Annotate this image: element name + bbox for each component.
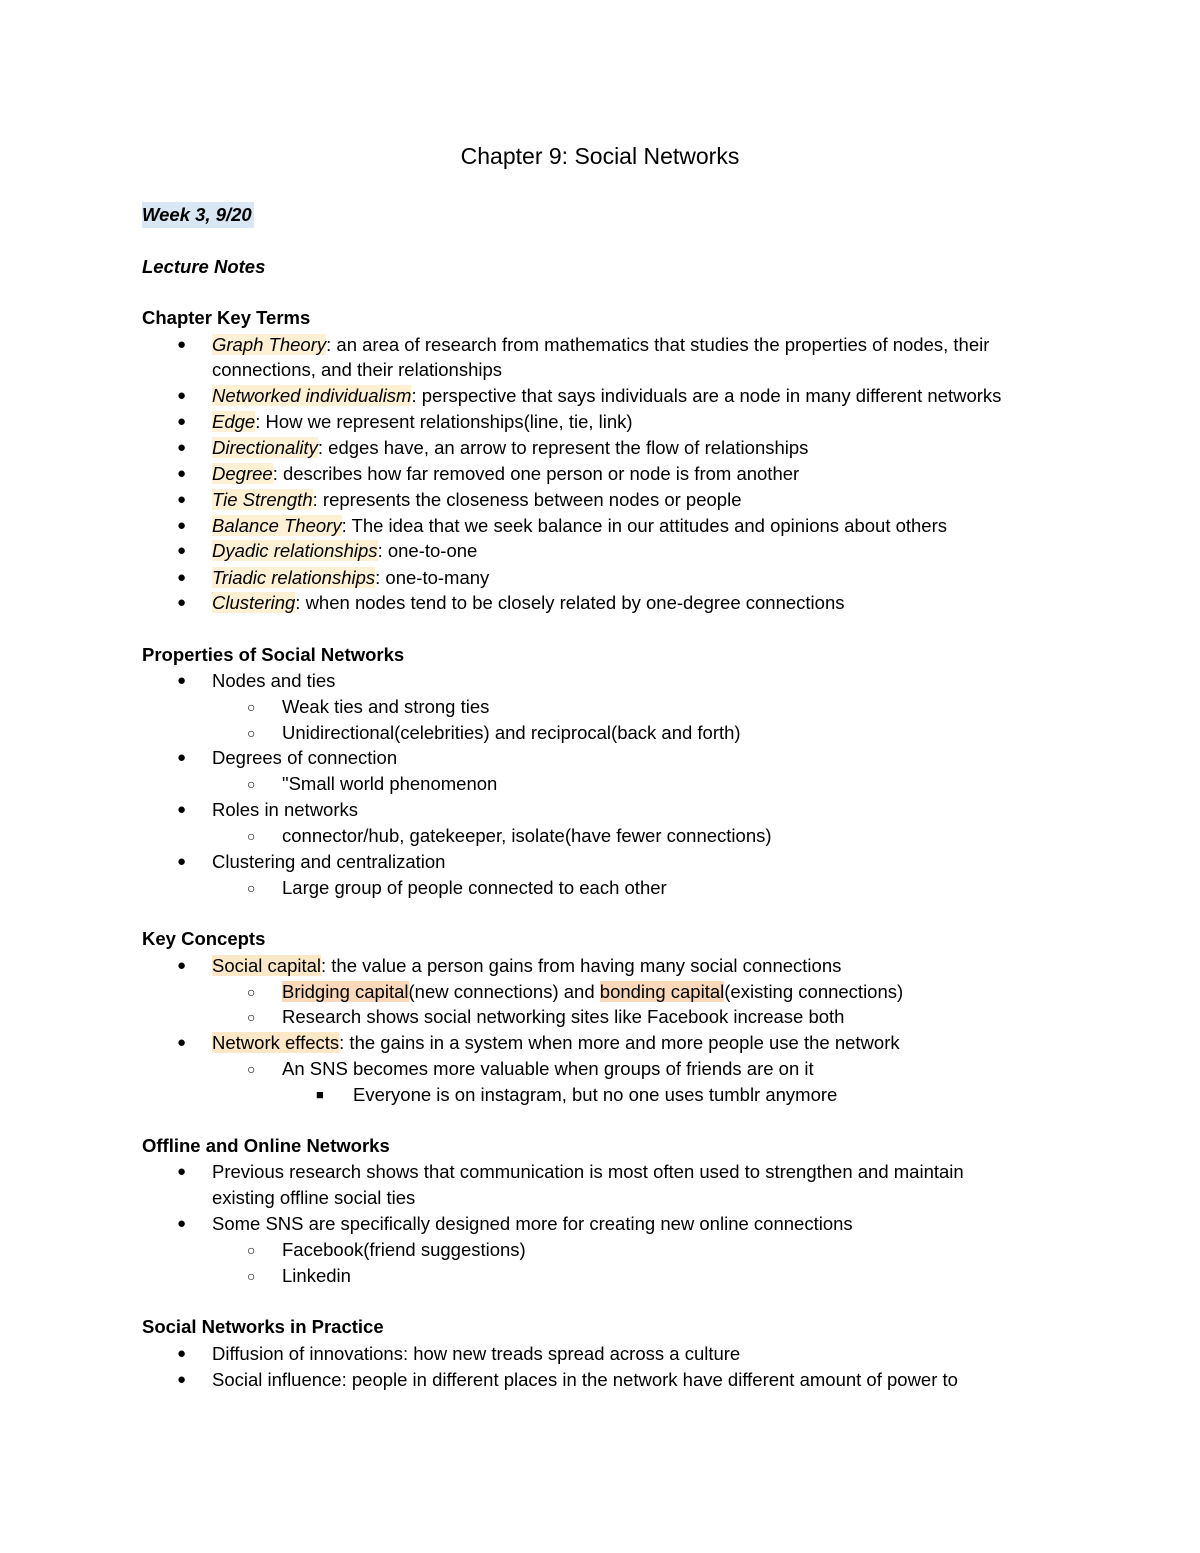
list-item: Linkedin (282, 1265, 351, 1286)
term-highlight: Tie Strength (212, 489, 313, 510)
bullet-disc-icon: ● (177, 1345, 187, 1362)
list-item: Diffusion of innovations: how new treads spread across a culture (212, 1343, 741, 1364)
bullet-disc-icon: ● (177, 957, 187, 974)
list-item: Dyadic relationships: one-to-one (212, 540, 478, 561)
term-highlight: Bridging capital (282, 981, 409, 1002)
document-title: Chapter 9: Social Networks (460, 143, 740, 169)
bullet-disc-icon: ● (177, 1371, 187, 1388)
bullet-disc-icon: ● (177, 749, 187, 766)
bullet-circle-icon: ○ (247, 828, 256, 844)
list-item: Network effects: the gains in a system when more and more people use the network (212, 1032, 900, 1053)
list-item: Some SNS are specifically designed more for creating new online connections (212, 1213, 853, 1234)
list-item: Facebook(friend suggestions) (282, 1239, 526, 1260)
properties-heading: Properties of Social Networks (142, 644, 405, 665)
bullet-circle-icon: ○ (247, 1242, 256, 1258)
term-highlight: Network effects (212, 1032, 340, 1053)
bullet-disc-icon: ● (177, 439, 187, 456)
key-terms-heading: Chapter Key Terms (142, 307, 311, 328)
bullet-disc-icon: ● (177, 1163, 187, 1180)
list-item: Large group of people connected to each other (282, 877, 667, 898)
bullet-disc-icon: ● (177, 569, 187, 586)
list-item: Clustering: when nodes tend to be closely related by one-degree connections (212, 592, 845, 613)
week-label: Week 3, 9/20 (142, 202, 254, 228)
bullet-circle-icon: ○ (247, 699, 256, 715)
list-item: Roles in networks (212, 799, 359, 820)
term-highlight: Degree (212, 463, 273, 484)
list-item: Balance Theory: The idea that we seek balance in our attitudes and opinions about others (212, 515, 948, 536)
bullet-disc-icon: ● (177, 853, 187, 870)
key-concepts-heading: Key Concepts (142, 928, 266, 949)
bullet-circle-icon: ○ (247, 776, 256, 792)
list-item: connector/hub, gatekeeper, isolate(have fewer connections) (282, 825, 772, 846)
list-item: Everyone is on instagram, but no one uses tumblr anymore (353, 1084, 838, 1105)
term-highlight: Social capital (212, 955, 322, 976)
list-item-continuation: existing offline social ties (212, 1187, 416, 1208)
list-item: Tie Strength: represents the closeness between nodes or people (212, 489, 742, 510)
bullet-circle-icon: ○ (247, 984, 256, 1000)
list-item: Triadic relationships: one-to-many (212, 567, 490, 588)
bullet-square-icon: ■ (316, 1087, 324, 1102)
list-item: Edge: How we represent relationships(line, tie, link) (212, 411, 633, 432)
list-item: Clustering and centralization (212, 851, 446, 872)
list-item: Social influence: people in different places in the network have different amount of power to (212, 1369, 958, 1390)
bullet-circle-icon: ○ (247, 880, 256, 896)
bullet-circle-icon: ○ (247, 1061, 256, 1077)
bullet-disc-icon: ● (177, 465, 187, 482)
term-highlight: Edge (212, 411, 256, 432)
list-item: Degree: describes how far removed one person or node is from another (212, 463, 800, 484)
term-highlight: Networked individualism (212, 385, 412, 406)
bullet-disc-icon: ● (177, 801, 187, 818)
offline-online-heading: Offline and Online Networks (142, 1135, 390, 1156)
list-item: Weak ties and strong ties (282, 696, 490, 717)
bullet-disc-icon: ● (177, 672, 187, 689)
list-item: Directionality: edges have, an arrow to represent the flow of relationships (212, 437, 809, 458)
term-highlight: Graph Theory (212, 334, 327, 355)
list-item: Degrees of connection (212, 747, 398, 768)
term-highlight: Dyadic relationships (212, 540, 378, 561)
term-highlight: Clustering (212, 592, 296, 613)
list-item: Social capital: the value a person gains from having many social connections (212, 955, 842, 976)
list-item: Research shows social networking sites like Facebook increase both (282, 1006, 845, 1027)
bullet-disc-icon: ● (177, 594, 187, 611)
term-highlight: Balance Theory (212, 515, 342, 536)
list-item: An SNS becomes more valuable when groups of friends are on it (282, 1058, 814, 1079)
bullet-disc-icon: ● (177, 336, 187, 353)
list-item: Graph Theory: an area of research from mathematics that studies the properties of nodes, their (212, 334, 990, 355)
list-item: Bridging capital(new connections) and bonding capital(existing connections) (282, 981, 904, 1002)
bullet-disc-icon: ● (177, 413, 187, 430)
bullet-disc-icon: ● (177, 387, 187, 404)
bullet-circle-icon: ○ (247, 725, 256, 741)
list-item: Nodes and ties (212, 670, 336, 691)
term-highlight: bonding capital (599, 981, 725, 1002)
list-item: Unidirectional(celebrities) and reciprocal(back and forth) (282, 722, 741, 743)
bullet-disc-icon: ● (177, 1215, 187, 1232)
bullet-disc-icon: ● (177, 517, 187, 534)
bullet-circle-icon: ○ (247, 1009, 256, 1025)
bullet-disc-icon: ● (177, 491, 187, 508)
term-highlight: Triadic relationships (212, 567, 376, 588)
list-item: Previous research shows that communication is most often used to strengthen and maintain (212, 1161, 964, 1182)
practice-heading: Social Networks in Practice (142, 1316, 384, 1337)
list-item: "Small world phenomenon (282, 773, 498, 794)
list-item-continuation: connections, and their relationships (212, 359, 503, 380)
bullet-disc-icon: ● (177, 542, 187, 559)
term-highlight: Directionality (212, 437, 318, 458)
bullet-circle-icon: ○ (247, 1268, 256, 1284)
lecture-notes-heading: Lecture Notes (142, 256, 266, 277)
bullet-disc-icon: ● (177, 1034, 187, 1051)
list-item: Networked individualism: perspective that says individuals are a node in many different networks (212, 385, 1002, 406)
